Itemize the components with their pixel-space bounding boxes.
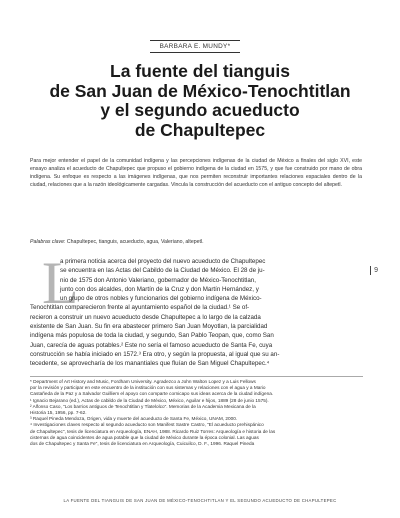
body-line: un grupo de otros nobles y funcionarios del gobierno indígena de México-	[60, 295, 262, 303]
footnotes	[30, 376, 363, 447]
footnote-line: cisternas de agua coincidentes de agua potable que la ciudad de México durante la época colonial. Las aguas	[30, 434, 259, 440]
footnote-line: Historia 15, 1956, pp. 7-62.	[30, 410, 87, 416]
body-line: Tenochtitlan comparecieron frente al ayuntamiento español de la ciudad.¹ Se of-	[30, 304, 250, 312]
body-line: existente de San Juan. Su fin era abastecer primero San Juan Moyotlan, la parcialidad	[30, 323, 268, 331]
footnote-line: * Department of Art History and Music, Fordham University. Agradezco a John Walton Lopez y a Luis Fellows	[30, 379, 256, 384]
body-line: tecedente, se aprovecharía de los manantiales que fluían de San Miguel Chapultepec.⁴	[30, 360, 270, 368]
footnote-line: ³ Raquel Pineda Mendoza, Origen, vida y muerte del acueducto de Santa Fe, México, UNAM, 2000.	[30, 416, 238, 422]
body-line: construcción se había iniciado en 1572.³ Era otro, y según la propuesta, al igual que su an-	[30, 350, 280, 358]
footnote-line: de Chapultepec", tesis de licenciatura en Arqueología, ENAH, 1988. Ricardo Ruiz Torres: Arqueología e historia de las	[30, 428, 276, 434]
keywords-text: Chapultepec, tianguis, acueducto, agua, Valeriano, altepetl.	[66, 239, 204, 245]
keywords-label: Palabras clave	[30, 239, 65, 245]
footnote-line: ² Alfonso Caso, "Los barrios antiguos de Tenochtitlan y Tlatelolco". Memorias de la Academia Mexicana de la	[30, 403, 256, 409]
keywords: Palabras clave: Chapultepec, tianguis, acueducto, agua, Valeriano, altepetl.	[30, 239, 204, 245]
title-line: de San Juan de México-Tenochtitlan	[49, 80, 351, 101]
body-line: nio de 1575 don Antonio Valeriano, gobernador de México-Tenochtitlan,	[60, 276, 256, 284]
abstract: Para mejor entender el papel de la comunidad indígena y las percepciones indígenas de la ciudad de México a finales del siglo XVI, este ensayo analiza el acueducto de Chapultepec que propuso el gobierno indígena de la ciudad en 1575, y que fue construido por mano de obra indígena. Su enfoque es respecto a las imágenes indígenas, que nos permiten reconstruir importantes relaciones espaciales dentro de la ciudad, relaciones que a la razón ideológicamente cargadas. Vincula la construcción del acueducto con el antiguo concepto del altepetl.	[30, 158, 362, 189]
body-line: recieron a construir un nuevo acueducto desde Chapultepec a lo largo de la calzada	[30, 313, 261, 321]
body-line: se encuentra en las Actas del Cabildo de la Ciudad de México. El 28 de ju-	[60, 267, 265, 275]
body-line: junto con dos alcaldes, don Martín de la Cruz y don Martín Hernández, y	[60, 285, 259, 293]
page-number: 9	[370, 266, 378, 275]
body-line: a primera noticia acerca del proyecto del nuevo acueducto de Chapultepec	[60, 258, 266, 265]
body-text	[30, 257, 363, 369]
body-line: indígena más populosa de toda la ciudad, y segundo, San Pablo Teopan, que, como San	[30, 332, 274, 340]
footnote-line: dos de Chapultepec y Santa Fe", tesis de licenciatura en Arqueología, Cuicuilco, D. F., 1996. Raquel Pineda	[30, 441, 255, 447]
body-line: Juan, carecía de aguas potables.² Este no sería el famoso acueducto de Santa Fe, cuya	[30, 341, 273, 349]
author-name: BARBARA E. MUNDY*	[159, 43, 231, 50]
footnote-line: ⁴ Investigaciones claves respecto al segundo acueducto son Manifest Sastre Castro, "El acueducto prehispánico	[30, 422, 264, 428]
footnote-line: por la revisión y participar en este encuentro de la institución con sus sistemas y relaciones con el agua y a Mario	[30, 385, 266, 391]
drop-cap: L	[42, 250, 79, 316]
footnote-line: Castañeda de la Paz y a Salvador Guilliem el apoyo con comparte cornicapo sus ideas acerca de la ciudad indígena.	[30, 391, 274, 397]
article-title	[30, 62, 370, 140]
title-line: y el segundo acueducto	[100, 100, 300, 120]
running-footer: LA FUENTE DEL TIANGUIS DE SAN JUAN DE MÉXICO-TENOCHTITLAN Y EL SEGUNDO ACUEDUCTO DE CHAPULTEPEC	[63, 498, 337, 503]
footnote-line: ¹ Ignacio Bejarano (ed.), Actas de cabildo de la Ciudad de México, México, Aguilar e hijos, 1889 (28 de junio 1575).	[30, 397, 269, 403]
title-line: de Chapultepec	[134, 119, 266, 140]
title-line: La fuente del tianguis	[110, 61, 290, 81]
author-header	[150, 40, 240, 53]
